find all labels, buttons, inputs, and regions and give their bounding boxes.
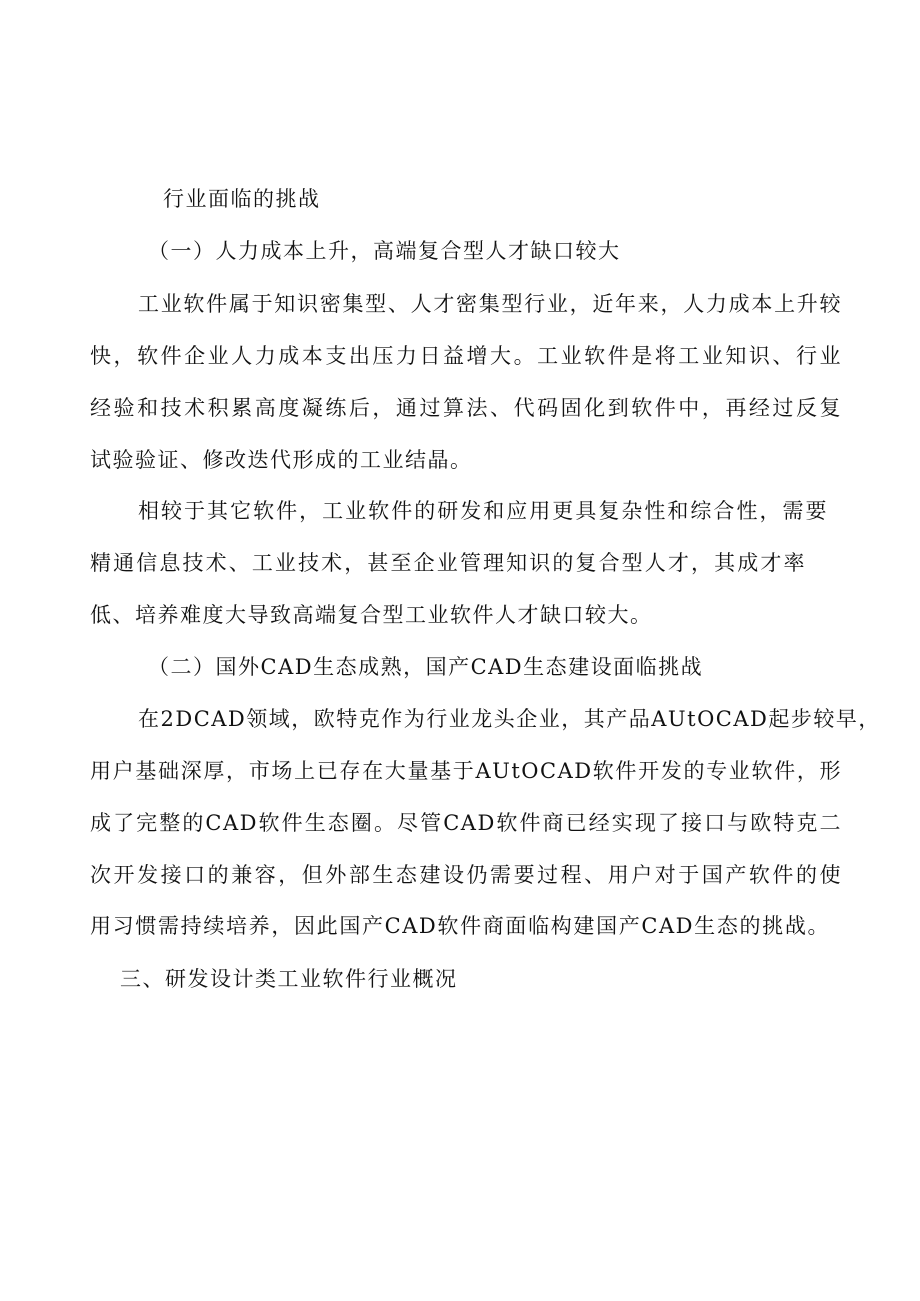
- section-heading: 行业面临的挑战: [163, 187, 321, 211]
- paragraph-line: 精通信息技术、工业技术，甚至企业管理知识的复合型人才，其成才率: [90, 551, 806, 575]
- paragraph-line: 成了完整的CAD软件生态圈。尽管CAD软件商已经实现了接口与欧特克二: [90, 811, 842, 835]
- paragraph-line: 快，软件企业人力成本支出压力日益增大。工业软件是将工业知识、行业: [90, 344, 842, 368]
- subsection-heading-1: （一）人力成本上升，高端复合型人才缺口较大: [148, 239, 621, 263]
- paragraph-line: 试验验证、修改迭代形成的工业结晶。: [90, 448, 473, 472]
- paragraph-line: 在2DCAD领域，欧特克作为行业龙头企业，其产品AUtOCAD起步较早，: [138, 707, 881, 731]
- paragraph-line: 工业软件属于知识密集型、人才密集型行业，近年来，人力成本上升较: [138, 292, 842, 316]
- paragraph-line: 低、培养难度大导致高端复合型工业软件人才缺口较大。: [90, 603, 653, 627]
- paragraph-line: 用习惯需持续培养，因此国产CAD软件商面临构建国产CAD生态的挑战。: [90, 914, 830, 938]
- paragraph-line: 相较于其它软件，工业软件的研发和应用更具复杂性和综合性，需要: [138, 499, 828, 523]
- section-heading-3: 三、研发设计类工业软件行业概况: [120, 967, 458, 991]
- paragraph-line: 用户基础深厚，市场上已存在大量基于AUtOCAD软件开发的专业软件，形: [90, 759, 842, 783]
- subsection-heading-2: （二）国外CAD生态成熟，国产CAD生态建设面临挑战: [148, 655, 704, 679]
- paragraph-line: 次开发接口的兼容，但外部生态建设仍需要过程、用户对于国产软件的使: [90, 863, 842, 887]
- paragraph-line: 经验和技术积累高度凝练后，通过算法、代码固化到软件中，再经过反复: [90, 396, 842, 420]
